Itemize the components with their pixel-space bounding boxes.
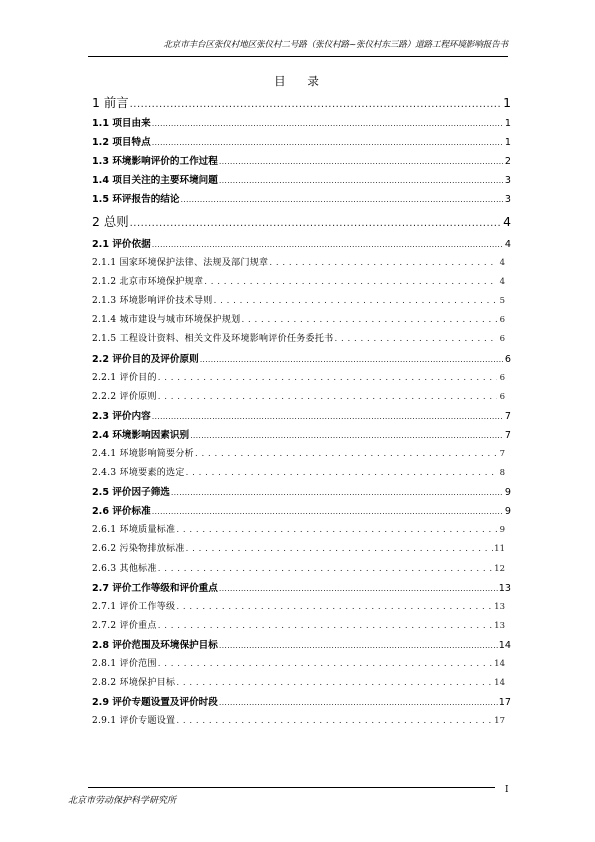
toc-entry[interactable] (92, 674, 511, 693)
toc-dot-leader (181, 190, 504, 209)
toc-entry[interactable] (92, 502, 511, 521)
toc-entry-title: 2 总则 (92, 214, 129, 230)
toc-entry-title: 2.8.2 环境保护目标 (92, 678, 176, 689)
toc-entry-page: 8 (499, 468, 505, 479)
toc-entry[interactable] (92, 598, 511, 617)
toc-dot-leader (176, 674, 493, 693)
toc-entry-page: 9 (504, 487, 511, 499)
toc-dot-leader (152, 235, 503, 254)
toc-entry-title: 2.3 评价内容 (92, 410, 151, 422)
toc-entry-page: 2 (504, 156, 511, 168)
toc-entry[interactable] (92, 369, 511, 388)
toc-dot-leader (186, 464, 497, 483)
toc-title: 目 录 (274, 74, 321, 88)
toc-entry[interactable] (92, 560, 511, 579)
toc-entry-page: 13 (494, 620, 505, 631)
toc-entry[interactable] (92, 636, 511, 655)
toc-entry-title: 2.2.2 评价原则 (92, 391, 157, 402)
toc-entry-title: 1.5 环评报告的结论 (92, 194, 180, 206)
toc-entry-page: 7 (499, 449, 505, 459)
toc-entry-title: 2.6 评价标准 (92, 506, 151, 518)
toc-entry[interactable] (92, 655, 511, 674)
toc-dot-leader (219, 579, 498, 598)
toc-dot-leader (200, 350, 503, 369)
toc-entry-title: 1.2 项目特点 (92, 137, 151, 149)
table-of-contents (92, 92, 511, 731)
toc-entry[interactable] (92, 152, 511, 171)
toc-entry[interactable] (92, 133, 511, 152)
toc-entry-title: 1 前言 (92, 95, 129, 110)
toc-entry-page: 11 (494, 544, 505, 555)
toc-dot-leader (195, 445, 497, 464)
toc-entry-page: 4 (499, 277, 505, 288)
toc-entry-title: 2.1 评价依据 (92, 238, 151, 250)
header-rule (88, 56, 508, 57)
toc-entry-title: 2.4 环境影响因素识别 (92, 429, 190, 441)
toc-entry[interactable] (92, 426, 511, 445)
toc-dot-leader (158, 655, 493, 674)
toc-entry-page: 7 (504, 429, 511, 441)
toc-dot-leader (241, 311, 497, 330)
toc-entry-page: 4 (504, 238, 511, 250)
toc-entry-page: 6 (499, 334, 505, 345)
toc-dot-leader (158, 617, 493, 636)
toc-entry[interactable] (92, 311, 511, 330)
toc-entry-page: 3 (504, 194, 511, 206)
toc-dot-leader (176, 598, 493, 617)
toc-entry[interactable] (92, 712, 511, 731)
toc-entry-title: 2.7 评价工作等级和评价重点 (92, 582, 218, 594)
toc-entry[interactable] (92, 464, 511, 483)
toc-entry-title: 2.6.1 环境质量标准 (92, 525, 176, 536)
toc-entry[interactable] (92, 235, 511, 254)
toc-entry-title: 2.5 评价因子筛选 (92, 487, 170, 499)
toc-entry-page: 17 (498, 697, 511, 709)
toc-dot-leader (219, 152, 503, 171)
toc-entry-title: 2.4.3 环境要素的选定 (92, 468, 185, 479)
toc-entry-page: 1 (504, 118, 511, 129)
toc-entry-title: 2.8 评价范围及环境保护目标 (92, 639, 218, 651)
toc-dot-leader (158, 560, 493, 579)
toc-entry-title: 1.1 项目由来 (92, 118, 151, 129)
toc-entry-page: 13 (494, 601, 505, 612)
toc-entry[interactable] (92, 273, 511, 292)
toc-dot-leader (158, 369, 497, 388)
toc-entry-title: 1.4 项目关注的主要环境问题 (92, 175, 218, 187)
toc-entry-page: 6 (499, 315, 505, 326)
toc-dot-leader (176, 521, 497, 540)
toc-entry-page: 14 (494, 678, 505, 689)
toc-entry-title: 2.8.1 评价范围 (92, 659, 157, 670)
toc-dot-leader (130, 94, 503, 114)
toc-entry[interactable] (92, 171, 511, 190)
footer-organization: 北京市劳动保护科学研究所 (68, 796, 177, 806)
toc-dot-leader (204, 273, 497, 292)
toc-entry[interactable] (92, 579, 511, 598)
toc-entry-page: 9 (499, 525, 505, 536)
toc-entry-page: 14 (494, 659, 505, 670)
toc-entry[interactable] (92, 190, 511, 209)
toc-dot-leader (158, 388, 497, 407)
toc-entry[interactable] (92, 254, 511, 273)
toc-dot-leader (152, 114, 503, 133)
toc-entry[interactable] (92, 350, 511, 369)
toc-dot-leader (190, 426, 503, 445)
page-header: 北京市丰台区张仪村地区张仪村二号路（张仪村路~张仪村东三路）道路工程环境影响报告书 (163, 40, 508, 50)
toc-entry[interactable] (92, 388, 511, 407)
toc-entry-title: 2.6.3 其他标准 (92, 563, 157, 574)
toc-entry[interactable] (92, 330, 511, 349)
toc-entry-page: 12 (494, 563, 505, 574)
toc-entry-page: 9 (504, 506, 511, 518)
toc-entry-title: 2.7.1 评价工作等级 (92, 601, 176, 612)
toc-entry-title: 2.7.2 评价重点 (92, 620, 157, 631)
toc-entry-page: 1 (504, 137, 511, 149)
toc-entry-page: 6 (499, 372, 505, 383)
toc-entry-page: 6 (504, 353, 511, 365)
toc-entry-title: 1.3 环境影响评价的工作过程 (92, 156, 218, 168)
toc-entry-title: 2.9 评价专题设置及评价时段 (92, 697, 218, 709)
page-number: I (505, 785, 509, 795)
toc-dot-leader (219, 171, 503, 190)
toc-entry-page: 5 (499, 296, 505, 307)
toc-entry-page: 4 (503, 214, 511, 230)
toc-entry-page: 4 (499, 258, 505, 269)
toc-entry-page: 14 (498, 639, 511, 651)
toc-dot-leader (186, 540, 494, 559)
toc-entry-title: 2.1.1 国家环境保护法律、法规及部门规章 (92, 258, 269, 269)
toc-entry-page: 3 (504, 175, 511, 187)
toc-dot-leader (171, 483, 503, 502)
toc-dot-leader (152, 407, 503, 426)
toc-entry[interactable] (92, 407, 511, 426)
toc-entry-page: 1 (503, 95, 511, 110)
toc-dot-leader (219, 636, 498, 655)
toc-entry-page: 17 (494, 716, 505, 727)
toc-entry[interactable] (92, 292, 511, 311)
toc-entry[interactable] (92, 521, 511, 540)
toc-dot-leader (269, 254, 497, 273)
toc-entry-title: 2.1.4 城市建设与城市环境保护规划 (92, 315, 241, 326)
toc-entry[interactable] (92, 114, 511, 133)
toc-dot-leader (176, 712, 493, 731)
toc-entry-page: 13 (498, 582, 511, 594)
toc-entry-page: 7 (504, 410, 511, 422)
toc-entry[interactable] (92, 693, 511, 712)
toc-entry-title: 2.6.2 污染物排放标准 (92, 544, 185, 555)
toc-entry-page: 6 (499, 391, 505, 402)
toc-dot-leader (152, 133, 503, 152)
toc-entry-title: 2.2.1 评价目的 (92, 372, 157, 383)
toc-entry[interactable] (92, 445, 511, 464)
toc-entry[interactable] (92, 92, 511, 114)
toc-dot-leader (334, 330, 497, 349)
toc-entry[interactable] (92, 617, 511, 636)
toc-dot-leader (214, 292, 497, 311)
toc-entry-title: 2.2 评价目的及评价原则 (92, 353, 199, 365)
toc-dot-leader (219, 693, 498, 712)
toc-entry-title: 2.1.2 北京市环境保护规章 (92, 277, 204, 288)
toc-dot-leader (152, 502, 503, 521)
toc-entry[interactable] (92, 209, 511, 235)
toc-entry[interactable] (92, 540, 511, 559)
toc-entry[interactable] (92, 483, 511, 502)
toc-entry-title: 2.1.3 环境影响评价技术导则 (92, 296, 213, 307)
footer-rule (88, 787, 495, 788)
toc-dot-leader (130, 211, 503, 235)
toc-entry-title: 2.1.5 工程设计资料、相关文件及环境影响评价任务委托书 (92, 334, 334, 345)
toc-entry-title: 2.9.1 评价专题设置 (92, 716, 176, 727)
toc-entry-title: 2.4.1 环境影响简要分析 (92, 449, 194, 459)
